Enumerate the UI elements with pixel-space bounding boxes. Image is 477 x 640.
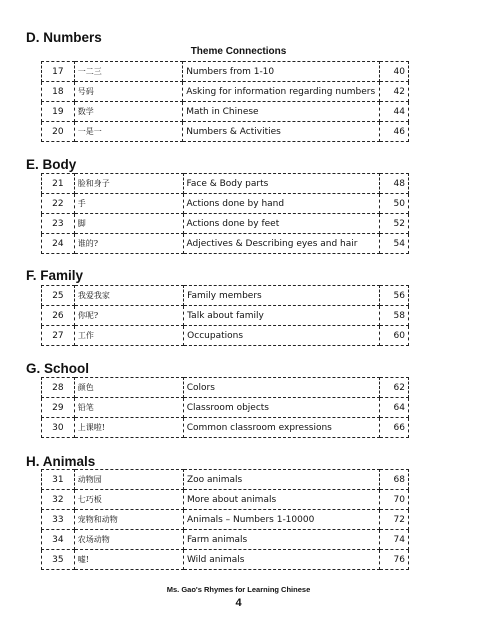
page-ref: 72 (380, 510, 409, 530)
lesson-number: 26 (42, 306, 75, 326)
lesson-table-body (41, 173, 409, 254)
table-row (42, 530, 409, 550)
page-ref: 46 (380, 122, 409, 142)
table-row (42, 470, 409, 490)
chinese-title: 号码 (74, 82, 182, 102)
lesson-topic: Numbers from 1-10 (183, 62, 380, 82)
table-row (42, 378, 409, 398)
lesson-number: 18 (42, 82, 75, 102)
page-ref: 76 (380, 550, 409, 570)
lesson-number: 32 (42, 490, 75, 510)
lesson-topic: More about animals (183, 490, 379, 510)
chinese-title: 脸和身子 (74, 174, 183, 194)
chinese-title: 数学 (74, 102, 182, 122)
lesson-topic: Animals – Numbers 1-10000 (183, 510, 379, 530)
table-row (42, 490, 409, 510)
lesson-topic: Adjectives & Describing eyes and hair (183, 234, 380, 254)
page-ref: 64 (380, 398, 409, 418)
footer-book-title: Ms. Gao's Rhymes for Learning Chinese (166, 585, 311, 594)
page-ref: 40 (380, 62, 409, 82)
page-ref: 50 (380, 194, 409, 214)
lesson-number: 25 (42, 286, 75, 306)
chinese-title: 宠物和动物 (74, 510, 183, 530)
table-row (42, 122, 409, 142)
lesson-topic: Wild animals (183, 550, 379, 570)
lesson-number: 19 (42, 102, 75, 122)
page-ref: 54 (380, 234, 409, 254)
lesson-number: 28 (42, 378, 75, 398)
page-ref: 60 (380, 326, 409, 346)
lesson-topic: Talk about family (184, 306, 380, 326)
lesson-topic: Zoo animals (183, 470, 379, 490)
page-ref: 66 (380, 418, 409, 438)
page-number: 4 (235, 597, 242, 609)
section-title-animals: H. Animals (26, 454, 96, 469)
table-row (42, 326, 409, 346)
lesson-topic: Colors (183, 378, 379, 398)
lesson-number: 33 (42, 510, 75, 530)
theme-heading: Theme Connections (190, 46, 287, 57)
table-row (42, 398, 409, 418)
chinese-title: 颜色 (74, 378, 183, 398)
lesson-number: 29 (42, 398, 75, 418)
page-ref: 58 (380, 306, 409, 326)
lesson-topic: Family members (184, 286, 380, 306)
table-row (42, 418, 409, 438)
table-row (42, 306, 409, 326)
page-ref: 42 (380, 82, 409, 102)
chinese-title: 动物园 (74, 470, 183, 490)
lesson-table-family (41, 285, 409, 346)
lesson-table-animals (41, 469, 409, 570)
lesson-number: 24 (42, 234, 75, 254)
chinese-title: 一二三 (74, 62, 182, 82)
lesson-topic: Classroom objects (183, 398, 379, 418)
lesson-topic: Occupations (184, 326, 380, 346)
table-row (42, 62, 409, 82)
chinese-title: 手 (74, 194, 183, 214)
chinese-title: 脚 (74, 214, 183, 234)
chinese-title: 上课啦! (74, 418, 183, 438)
page-ref: 56 (380, 286, 409, 306)
lesson-number: 30 (42, 418, 75, 438)
lesson-table-numbers (41, 61, 409, 142)
table-row (42, 234, 409, 254)
lesson-number: 23 (42, 214, 75, 234)
chinese-title: 我爱我家 (74, 286, 183, 306)
table-row (42, 82, 409, 102)
chinese-title: 工作 (74, 326, 183, 346)
page-ref: 70 (380, 490, 409, 510)
lesson-number: 27 (42, 326, 75, 346)
lesson-number: 22 (42, 194, 75, 214)
page-ref: 68 (380, 470, 409, 490)
page-ref: 62 (380, 378, 409, 398)
chinese-title: 铅笔 (74, 398, 183, 418)
lesson-number: 21 (42, 174, 75, 194)
lesson-topic: Asking for information regarding numbers (183, 82, 380, 102)
table-row (42, 550, 409, 570)
section-title-numbers: D. Numbers (26, 30, 102, 45)
section-title-body: E. Body (26, 157, 77, 172)
table-row (42, 214, 409, 234)
chinese-title: 农场动物 (74, 530, 183, 550)
lesson-topic: Numbers & Activities (183, 122, 380, 142)
lesson-number: 35 (42, 550, 75, 570)
page-ref: 48 (380, 174, 409, 194)
table-row (42, 102, 409, 122)
table-row (42, 194, 409, 214)
chinese-title: 谁的? (74, 234, 183, 254)
table-row (42, 286, 409, 306)
chinese-title: 你呢? (74, 306, 183, 326)
table-row (42, 510, 409, 530)
page-ref: 52 (380, 214, 409, 234)
chinese-title: 七巧板 (74, 490, 183, 510)
section-title-school: G. School (26, 361, 90, 376)
chinese-title: 一是一 (74, 122, 182, 142)
lesson-topic: Face & Body parts (183, 174, 380, 194)
lesson-topic: Farm animals (183, 530, 379, 550)
lesson-topic: Actions done by feet (183, 214, 380, 234)
page-ref: 44 (380, 102, 409, 122)
page-ref: 74 (380, 530, 409, 550)
chinese-title: 嘘! (74, 550, 183, 570)
lesson-topic: Actions done by hand (183, 194, 380, 214)
lesson-number: 31 (42, 470, 75, 490)
lesson-number: 34 (42, 530, 75, 550)
lesson-number: 17 (42, 62, 75, 82)
lesson-table-school (41, 377, 409, 438)
lesson-topic: Common classroom expressions (183, 418, 379, 438)
lesson-topic: Math in Chinese (183, 102, 380, 122)
section-title-family: F. Family (26, 268, 84, 283)
table-row (42, 174, 409, 194)
lesson-number: 20 (42, 122, 75, 142)
